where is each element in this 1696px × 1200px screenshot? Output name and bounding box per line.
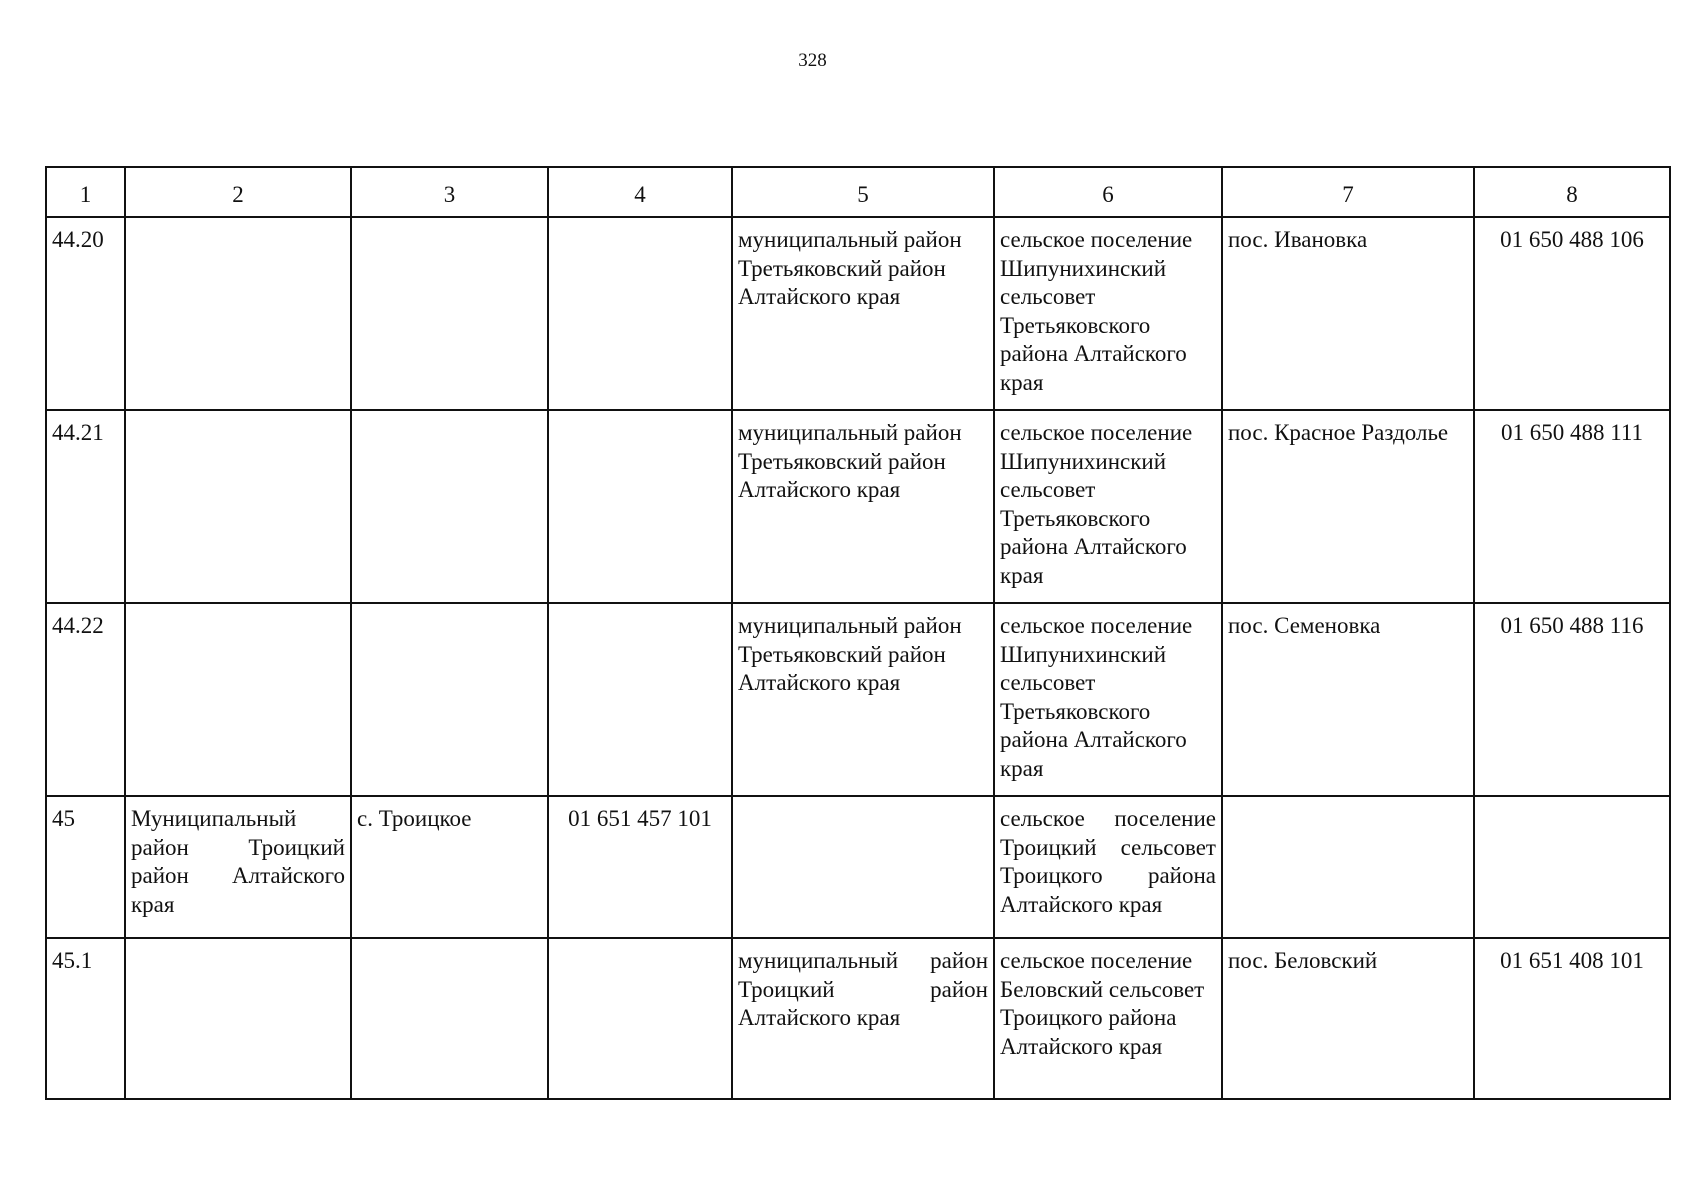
admin-center-cell bbox=[351, 217, 548, 410]
locality-cell: пос. Ивановка bbox=[1222, 217, 1474, 410]
municipality-cell bbox=[125, 603, 351, 796]
municipality-cell bbox=[125, 938, 351, 1099]
municipality-cell: Муниципальный район Троицкий район Алтайского края bbox=[125, 796, 351, 938]
column-header: 7 bbox=[1222, 167, 1474, 217]
settlement-cell: сельское поселение Шипунихинский сельсовет Третьяковского района Алтайского края bbox=[994, 410, 1222, 603]
settlement-cell: сельское поселение Шипунихинский сельсовет Третьяковского района Алтайского края bbox=[994, 603, 1222, 796]
admin-center-cell bbox=[351, 410, 548, 603]
row-number-cell: 44.22 bbox=[46, 603, 125, 796]
table-row bbox=[46, 796, 1670, 938]
column-header: 8 bbox=[1474, 167, 1670, 217]
oktmo-cell: 01 650 488 111 bbox=[1474, 410, 1670, 603]
table-row bbox=[46, 603, 1670, 796]
oktmo-cell: 01 650 488 106 bbox=[1474, 217, 1670, 410]
page-number: 328 bbox=[798, 50, 827, 71]
center-oktmo-cell bbox=[548, 410, 732, 603]
column-header: 6 bbox=[994, 167, 1222, 217]
table-header bbox=[46, 167, 1670, 217]
column-header: 4 bbox=[548, 167, 732, 217]
municipality-cell bbox=[125, 410, 351, 603]
settlement-cell: сельское поселение Беловский сельсовет Троицкого района Алтайского края bbox=[994, 938, 1222, 1099]
row-number-cell: 44.21 bbox=[46, 410, 125, 603]
center-oktmo-cell bbox=[548, 938, 732, 1099]
table-body bbox=[46, 217, 1670, 1099]
oktmo-cell: 01 650 488 116 bbox=[1474, 603, 1670, 796]
center-oktmo-cell bbox=[548, 603, 732, 796]
table-row bbox=[46, 410, 1670, 603]
admin-center-cell: с. Троицкое bbox=[351, 796, 548, 938]
district-cell bbox=[732, 796, 994, 938]
admin-center-cell bbox=[351, 603, 548, 796]
locality-cell bbox=[1222, 796, 1474, 938]
column-header: 2 bbox=[125, 167, 351, 217]
header-row bbox=[46, 167, 1670, 217]
locality-cell: пос. Беловский bbox=[1222, 938, 1474, 1099]
locality-cell: пос. Семеновка bbox=[1222, 603, 1474, 796]
table-row bbox=[46, 217, 1670, 410]
district-cell: муниципальный район Троицкий район Алтайского края bbox=[732, 938, 994, 1099]
oktmo-cell: 01 651 408 101 bbox=[1474, 938, 1670, 1099]
district-cell: муниципальный район Третьяковский район Алтайского края bbox=[732, 217, 994, 410]
row-number-cell: 45.1 bbox=[46, 938, 125, 1099]
table-row bbox=[46, 938, 1670, 1099]
settlement-cell: сельское поселение Троицкий сельсовет Троицкого района Алтайского края bbox=[994, 796, 1222, 938]
center-oktmo-cell bbox=[548, 217, 732, 410]
oktmo-cell bbox=[1474, 796, 1670, 938]
municipality-cell bbox=[125, 217, 351, 410]
row-number-cell: 44.20 bbox=[46, 217, 125, 410]
registry-table bbox=[45, 166, 1671, 1100]
district-cell: муниципальный район Третьяковский район Алтайского края bbox=[732, 603, 994, 796]
center-oktmo-cell: 01 651 457 101 bbox=[548, 796, 732, 938]
locality-cell: пос. Красное Раздолье bbox=[1222, 410, 1474, 603]
column-header: 5 bbox=[732, 167, 994, 217]
row-number-cell: 45 bbox=[46, 796, 125, 938]
column-header: 3 bbox=[351, 167, 548, 217]
settlement-cell: сельское поселение Шипунихинский сельсовет Третьяковского района Алтайского края bbox=[994, 217, 1222, 410]
district-cell: муниципальный район Третьяковский район Алтайского края bbox=[732, 410, 994, 603]
admin-center-cell bbox=[351, 938, 548, 1099]
column-header: 1 bbox=[46, 167, 125, 217]
